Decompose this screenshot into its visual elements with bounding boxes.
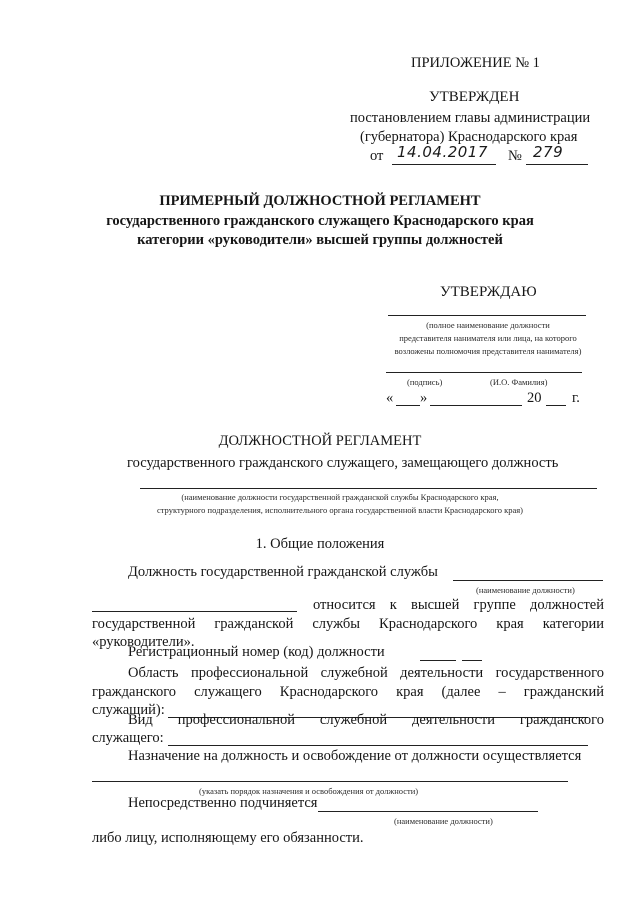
date-open-quote: « bbox=[386, 390, 394, 406]
p1-hint: (наименование должности) bbox=[476, 585, 575, 595]
p1-line-3: государственной гражданской службы Краснодарского края категории bbox=[92, 616, 604, 632]
month-line bbox=[430, 405, 522, 406]
approved-label: УТВЕРЖДЕН bbox=[429, 89, 520, 105]
p6-line-2: либо лицу, исполняющему его обязанности. bbox=[92, 830, 364, 846]
day-line bbox=[396, 405, 420, 406]
date-underline bbox=[392, 164, 496, 165]
p6-hint: (наименование должности) bbox=[394, 816, 493, 826]
p3-line-1: Область профессиональной служебной деятельности государственного bbox=[128, 665, 604, 681]
doc-title-line-2: государственного гражданского служащего Краснодарского края bbox=[106, 213, 534, 229]
p2-blank-2 bbox=[462, 660, 482, 661]
regulation-hint-1: (наименование должности государственной гражданской службы Краснодарского края, bbox=[181, 492, 499, 502]
signature-hint: (подпись) bbox=[407, 377, 443, 387]
handwritten-date: 14.04.2017 bbox=[397, 143, 488, 161]
p1-line-2: относится к высшей группе должностей bbox=[313, 597, 604, 613]
p1-line-4: «руководители». bbox=[92, 634, 195, 650]
doc-title-line-1: ПРИМЕРНЫЙ ДОЛЖНОСТНОЙ РЕГЛАМЕНТ bbox=[159, 193, 481, 209]
position-hint-3: возложены полномочия представителя нанимателя) bbox=[394, 346, 582, 356]
decree-line-2: (губернатора) Краснодарского края bbox=[360, 129, 578, 145]
p1-line2-blank bbox=[92, 611, 297, 612]
year-prefix: 20 bbox=[527, 390, 542, 406]
doc-title-line-3: категории «руководители» высшей группы должностей bbox=[137, 232, 503, 248]
year-suffix: г. bbox=[572, 390, 580, 406]
handwritten-number: 279 bbox=[533, 143, 564, 161]
p2-blank-1 bbox=[420, 660, 456, 661]
p3-line-2: гражданского служащего Краснодарского края (далее – гражданский bbox=[92, 684, 604, 700]
p4-line-1: Вид профессиональной служебной деятельности гражданского bbox=[128, 712, 604, 728]
p2-text: Регистрационный номер (код) должности bbox=[128, 644, 385, 660]
p1-position-line bbox=[453, 580, 603, 581]
section-heading: 1. Общие положения bbox=[255, 536, 385, 552]
decree-line-1: постановлением главы администрации bbox=[350, 110, 591, 126]
p5-text: Назначение на должность и освобождение от должности осуществляется bbox=[128, 748, 582, 764]
number-underline bbox=[526, 164, 588, 165]
year-line bbox=[546, 405, 566, 406]
approve-label: УТВЕРЖДАЮ bbox=[440, 284, 537, 300]
p3-line-3: служащий): bbox=[92, 702, 165, 718]
p5-blank bbox=[92, 781, 568, 782]
p4-line-2: служащего: bbox=[92, 730, 164, 746]
regulation-hint-2: структурного подразделения, исполнительного органа государственной власти Краснодарского края) bbox=[156, 505, 524, 515]
regulation-subtitle: государственного гражданского служащего, замещающего должность bbox=[127, 455, 559, 471]
from-label: от bbox=[370, 148, 384, 164]
position-name-line bbox=[140, 488, 597, 489]
date-close-quote: » bbox=[420, 390, 428, 406]
p1-start: Должность государственной гражданской службы bbox=[128, 564, 438, 580]
position-hint-1: (полное наименование должности bbox=[426, 320, 550, 330]
appendix-label: ПРИЛОЖЕНИЕ № 1 bbox=[411, 55, 540, 71]
number-label: № bbox=[508, 148, 522, 164]
regulation-title: ДОЛЖНОСТНОЙ РЕГЛАМЕНТ bbox=[218, 433, 422, 449]
position-line bbox=[388, 315, 586, 316]
p6-text: Непосредственно подчиняется bbox=[128, 795, 318, 811]
position-hint-2: представителя нанимателя или лица, на которого bbox=[399, 333, 577, 343]
name-hint: (И.О. Фамилия) bbox=[490, 377, 548, 387]
p4-blank bbox=[168, 745, 588, 746]
signature-line bbox=[386, 372, 582, 373]
p6-blank bbox=[318, 811, 538, 812]
p5-hint: (указать порядок назначения и освобождения от должности) bbox=[199, 786, 419, 796]
